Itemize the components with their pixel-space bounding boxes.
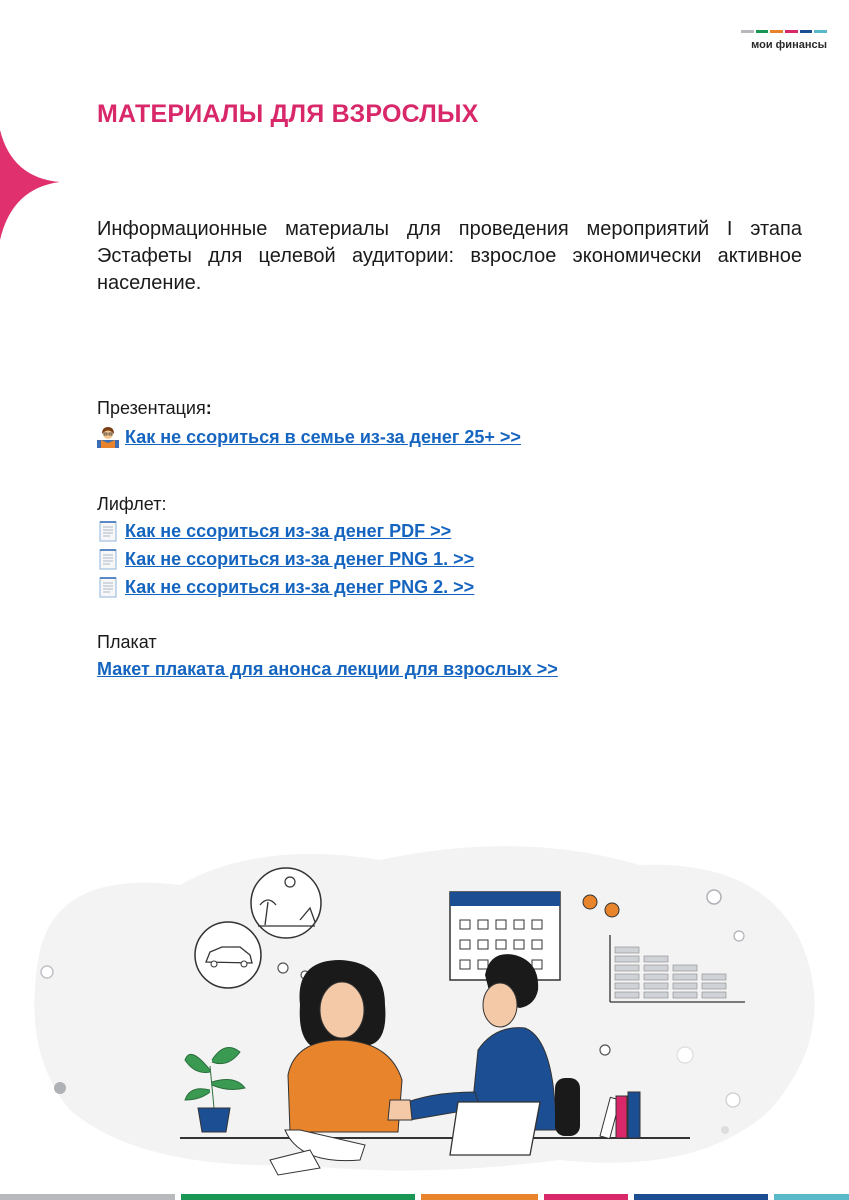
logo-bar <box>770 30 783 33</box>
teacher-icon <box>97 426 119 448</box>
brand-logo <box>741 30 827 51</box>
document-icon <box>97 548 119 570</box>
leaflet-label: Лифлет: <box>97 494 167 514</box>
poster-link-text: Макет плаката для анонса лекции для взрослых >> <box>97 659 558 679</box>
leaflet-link-png1[interactable] <box>97 548 474 570</box>
leaflet-link-pdf-text: Как не ссориться из-за денег PDF >> <box>125 520 452 541</box>
logo-bar <box>756 30 769 33</box>
page-title: МАТЕРИАЛЫ ДЛЯ ВЗРОСЛЫХ <box>97 100 479 128</box>
logo-text: мои финансы <box>751 39 827 51</box>
footer-bar <box>544 1194 628 1200</box>
footer-color-bars <box>0 1194 849 1200</box>
presentation-label-colon: : <box>205 398 212 418</box>
decorative-star-shape <box>0 130 70 240</box>
leaflet-link-pdf[interactable] <box>97 520 451 542</box>
logo-bar <box>814 30 827 33</box>
leaflet-link-png2[interactable] <box>97 576 474 598</box>
poster-label: Плакат <box>97 632 157 652</box>
document-icon <box>97 520 119 542</box>
family-finance-discussion-illustration <box>0 830 849 1180</box>
leaflet-link-png2-text: Как не ссориться из-за денег PNG 2. >> <box>125 576 475 597</box>
presentation-link[interactable] <box>97 426 521 448</box>
presentation-label <box>97 398 212 419</box>
logo-color-bars <box>741 30 827 33</box>
logo-bar <box>785 30 798 33</box>
footer-bar <box>421 1194 538 1200</box>
logo-bar <box>800 30 813 33</box>
poster-link[interactable] <box>97 659 558 680</box>
leaflet-link-png1-text: Как не ссориться из-за денег PNG 1. >> <box>125 548 475 569</box>
presentation-label-text: Презентация <box>97 398 206 418</box>
footer-bar <box>774 1194 849 1200</box>
footer-bar <box>181 1194 415 1200</box>
footer-bar <box>0 1194 175 1200</box>
presentation-link-text: Как не ссориться в семье из-за денег 25+ >> <box>125 426 521 447</box>
intro-paragraph: Информационные материалы для проведения мероприятий I этапа Эстафеты для целевой аудитории: взрослое экономически активное население. <box>97 218 802 294</box>
footer-bar <box>634 1194 768 1200</box>
logo-bar <box>741 30 754 33</box>
document-icon <box>97 576 119 598</box>
